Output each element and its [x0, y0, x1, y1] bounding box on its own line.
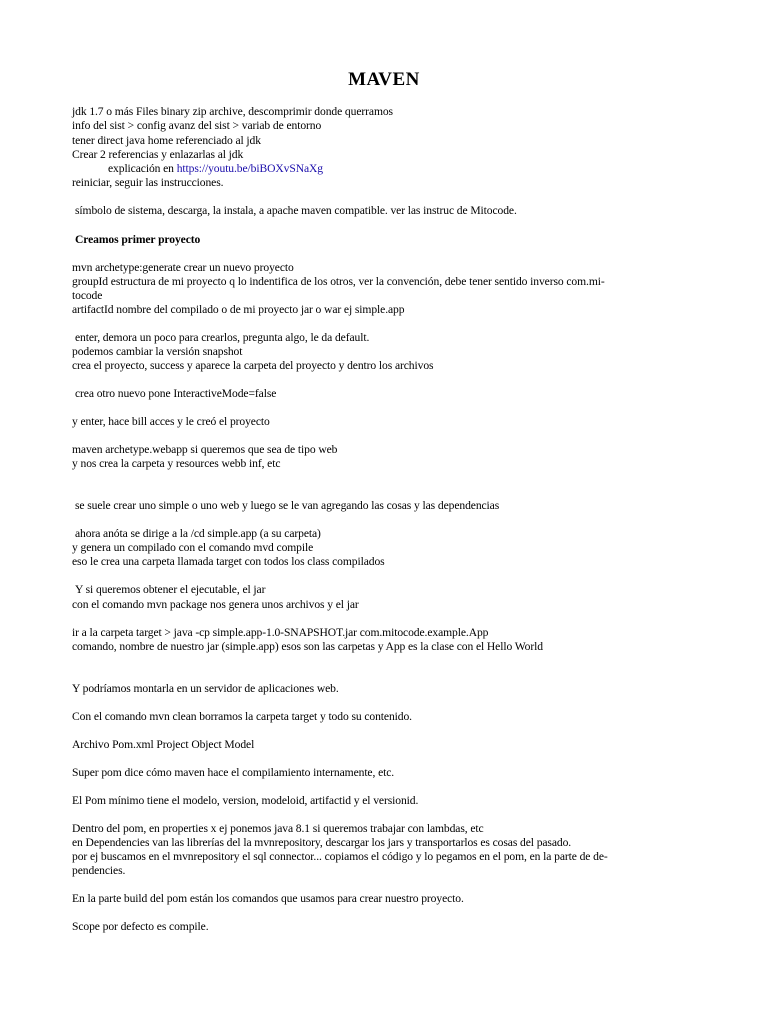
text-line: artifactId nombre del compilado o de mi proyecto jar o war ej simple.app [72, 303, 405, 316]
text-line: Super pom dice cómo maven hace el compilamiento internamente, etc. [72, 766, 395, 779]
text-line: tener direct java home referenciado al jdk [72, 134, 261, 147]
text-line: ahora anóta se dirige a la /cd simple.app (a su carpeta) [75, 527, 321, 540]
text-line: podemos cambiar la versión snapshot [72, 345, 243, 358]
text-line: por ej buscamos en el mvnrepository el sql connector... copiamos el código y lo pegamos en el pom, en la parte de de- [72, 850, 608, 863]
youtube-link[interactable]: https://youtu.be/biBOXvSNaXg [176, 162, 323, 175]
text-line: reiniciar, seguir las instrucciones. [72, 176, 224, 189]
text-line: enter, demora un poco para crearlos, pregunta algo, le da default. [75, 331, 370, 344]
text-line: Y podríamos montarla en un servidor de aplicaciones web. [72, 682, 339, 695]
text-line-with-link [108, 162, 323, 176]
text-line: en Dependencies van las librerías del la mvnrepository, descargar los jars y transportarlos es cosas del pasado. [72, 836, 572, 849]
text-line: Y si queremos obtener el ejecutable, el jar [75, 583, 266, 596]
text-line: maven archetype.webapp si queremos que sea de tipo web [72, 443, 338, 456]
text-line: y genera un compilado con el comando mvd compile [72, 541, 314, 554]
text-line: explicación en [108, 162, 177, 175]
text-line: Crear 2 referencias y enlazarlas al jdk [72, 148, 244, 161]
text-line: jdk 1.7 o más Files binary zip archive, descomprimir donde querramos [72, 105, 393, 118]
text-line: tocode [72, 289, 103, 302]
text-line: eso le crea una carpeta llamada target con todos los class compilados [72, 555, 385, 568]
text-line: crea el proyecto, success y aparece la carpeta del proyecto y dentro los archivos [72, 359, 434, 372]
text-line: info del sist > config avanz del sist > variab de entorno [72, 119, 322, 132]
text-line: ir a la carpeta target > java -cp simple.app-1.0-SNAPSHOT.jar com.mitocode.example.App [72, 626, 489, 639]
document-title: MAVEN [348, 69, 420, 90]
text-line: mvn archetype:generate crear un nuevo proyecto [72, 261, 294, 274]
text-line: En la parte build del pom están los comandos que usamos para crear nuestro proyecto. [72, 892, 464, 905]
text-line: Archivo Pom.xml Project Object Model [72, 738, 255, 751]
text-line: El Pom mínimo tiene el modelo, version, modeloid, artifactid y el versionid. [72, 794, 419, 807]
text-line: símbolo de sistema, descarga, la instala, a apache maven compatible. ver las instruc de Mitocode. [75, 204, 517, 217]
text-line: Dentro del pom, en properties x ej ponemos java 8.1 si queremos trabajar con lambdas, etc [72, 822, 484, 835]
text-line: Con el comando mvn clean borramos la carpeta target y todo su contenido. [72, 710, 412, 723]
text-line: comando, nombre de nuestro jar (simple.app) esos son las carpetas y App es la clase con el Hello World [72, 640, 543, 653]
text-line: y enter, hace bill acces y le creó el proyecto [72, 415, 270, 428]
text-line: groupId estructura de mi proyecto q lo indentifica de los otros, ver la convención, debe tener sentido inverso com.mi- [72, 275, 605, 288]
text-line: pendencies. [72, 864, 126, 877]
text-line: y nos crea la carpeta y resources webb inf, etc [72, 457, 281, 470]
text-line: crea otro nuevo pone InteractiveMode=false [75, 387, 277, 400]
text-line: Scope por defecto es compile. [72, 920, 209, 933]
text-line: con el comando mvn package nos genera unos archivos y el jar [72, 598, 359, 611]
section-heading: Creamos primer proyecto [75, 233, 201, 246]
text-line: se suele crear uno simple o uno web y luego se le van agregando las cosas y las dependencias [75, 499, 500, 512]
